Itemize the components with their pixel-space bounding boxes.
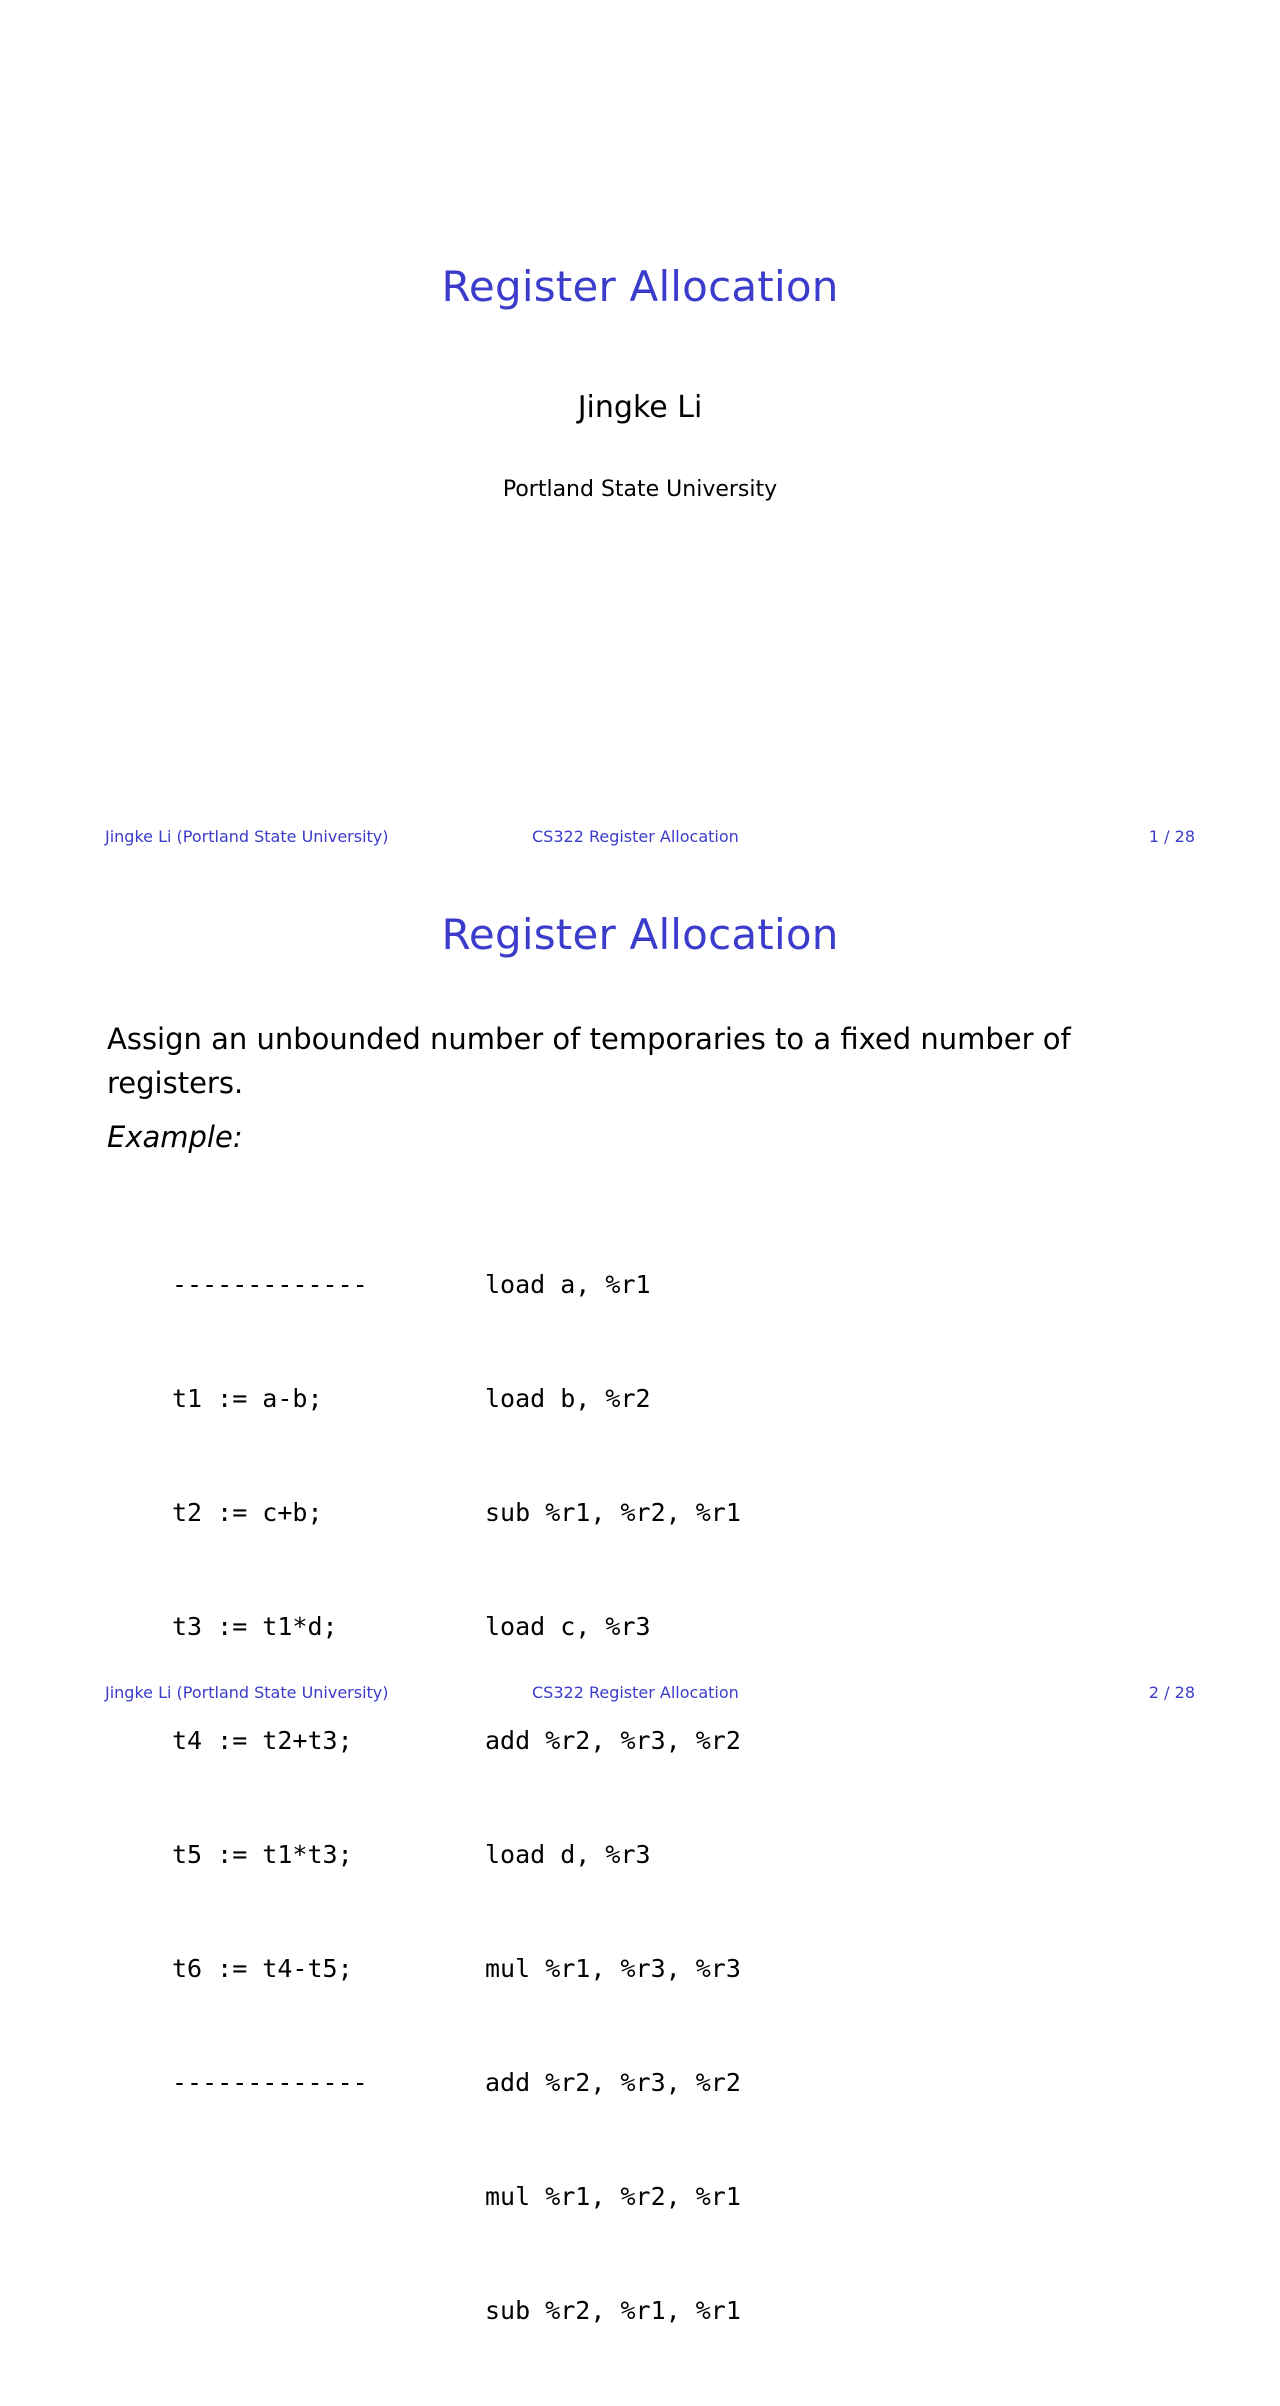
code-line: add %r2, %r3, %r2 [485, 1726, 741, 1755]
footer-course-title: CS322 Register Allocation [532, 827, 739, 846]
slide-body-text: Assign an unbounded number of temporaries to a fixed number of registers. [107, 1022, 1071, 1100]
example-label: Example: [107, 1120, 243, 1154]
code-line: load c, %r3 [485, 1612, 651, 1641]
code-line: t4 := t2+t3; [172, 1726, 353, 1755]
code-line: mul %r1, %r3, %r3 [485, 1954, 741, 1983]
code-line: ------------- [172, 1270, 368, 1299]
footer-author-institute: Jingke Li (Portland State University) [105, 827, 389, 846]
institute-name: Portland State University [502, 477, 778, 502]
footer-page-number: 1 / 28 [1148, 827, 1195, 846]
code-line: add %r2, %r3, %r2 [485, 2068, 741, 2097]
author-name: Jingke Li [577, 390, 703, 425]
slide-title: Register Allocation [441, 262, 839, 311]
code-line: t2 := c+b; [172, 1498, 323, 1527]
code-line: t6 := t4-t5; [172, 1954, 353, 1983]
code-line: ------------- [172, 2068, 368, 2097]
code-line: t5 := t1*t3; [172, 1840, 353, 1869]
code-line: sub %r2, %r1, %r1 [485, 2296, 741, 2325]
code-line: load a, %r1 [485, 1270, 651, 1299]
footer-course-title: CS322 Register Allocation [532, 1683, 739, 1702]
assembly-code-block [485, 1190, 741, 2406]
code-line: mul %r1, %r2, %r1 [485, 2182, 741, 2211]
code-line: load d, %r3 [485, 1840, 651, 1869]
code-line: t1 := a-b; [172, 1384, 323, 1413]
code-line: load b, %r2 [485, 1384, 651, 1413]
code-line: t3 := t1*d; [172, 1612, 338, 1641]
footer-author-institute: Jingke Li (Portland State University) [105, 1683, 389, 1702]
footer-page-number: 2 / 28 [1148, 1683, 1195, 1702]
slide-title: Register Allocation [441, 910, 839, 959]
slide-footer [0, 1683, 1280, 1707]
code-line: sub %r1, %r2, %r1 [485, 1498, 741, 1527]
slide-title-page [0, 0, 1280, 860]
slide-footer [0, 827, 1280, 851]
slide-register-allocation [0, 860, 1280, 2325]
